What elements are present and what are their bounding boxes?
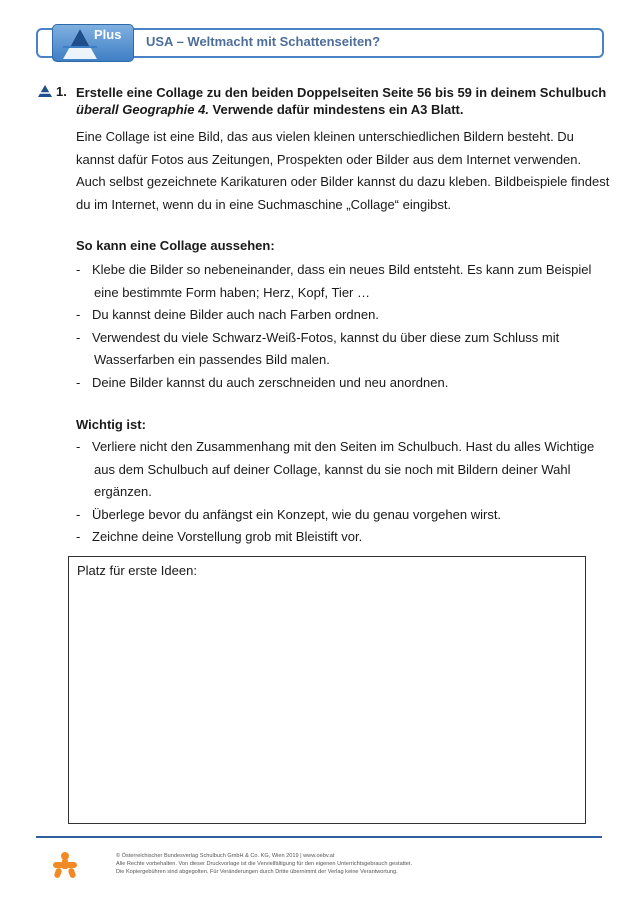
intro-paragraph [76, 126, 616, 216]
task-number: 1. [56, 84, 67, 99]
footer-line: Alle Rechte vorbehalten. Von dieser Druckvorlage ist die Vervielfältigung für den eigenen Unterrichtsgebrauch gestattet. [116, 861, 413, 867]
footer-line: © Österreichischer Bundesverlag Schulbuch GmbH & Co. KG, Wien 2019 | www.oebv.at [116, 853, 335, 859]
list-item-text: Klebe die Bilder so nebeneinander, dass ein neues Bild entsteht. Es kann zum Beispiel [92, 262, 592, 277]
list-item-text: aus dem Schulbuch auf deiner Collage, kannst du sie noch mit Bildern deiner Wahl [94, 461, 571, 477]
list-item: - Deine Bilder kannst du auch zerschneiden und neu anordnen. [76, 372, 616, 395]
task-instruction [76, 84, 616, 118]
list-item-text: Verwendest du viele Schwarz-Weiß-Fotos, kannst du über diese zum Schluss mit [92, 329, 560, 345]
plus-badge [52, 24, 134, 62]
intro-line: Eine Collage ist eine Bild, das aus vielen kleinen unterschiedlichen Bildern besteht. Du [76, 129, 574, 144]
list-item-text: Wasserfarben ein passendes Bild malen. [94, 352, 330, 367]
list-item-text: ergänzen. [94, 484, 152, 499]
important-list [76, 436, 616, 549]
book-title: überall Geographie 4. [76, 102, 209, 117]
footer-divider [36, 836, 602, 838]
intro-line: du im Internet, wenn du in eine Suchmaschine „Collage“ eingibst. [76, 196, 452, 212]
list-item: - Zeichne deine Vorstellung grob mit Bleistift vor. [76, 526, 616, 549]
list-item: - Verwendest du viele Schwarz-Weiß-Fotos, kannst du über diese zum Schluss mit Wasserfarben ein passendes Bild malen. [76, 327, 616, 372]
list-item-text: Deine Bilder kannst du auch zerschneiden und neu anordnen. [92, 374, 449, 390]
ideas-box-label: Platz für erste Ideen: [77, 563, 197, 578]
ideas-box[interactable] [68, 556, 586, 824]
intro-line: Auch selbst gezeichnete Karikaturen oder Bilder kannst du dazu kleben. Bildbeispiele findest [76, 174, 610, 189]
list-item-text: Zeichne deine Vorstellung grob mit Bleistift vor. [92, 529, 363, 544]
list-item-text: Du kannst deine Bilder auch nach Farben ordnen. [92, 307, 379, 322]
task-line-1: Erstelle eine Collage zu den beiden Doppelseiten Seite 56 bis 59 in deinem Schulbuch [76, 85, 607, 100]
list-item: - Verliere nicht den Zusammenhang mit den Seiten im Schulbuch. Hast du alles Wichtige aus dem Schulbuch auf deiner Collage, kannst du sie noch mit Bildern deiner Wahl ergänzen. [76, 436, 616, 504]
list-item: - Klebe die Bilder so nebeneinander, dass ein neues Bild entsteht. Es kann zum Beispiel eine bestimmte Form haben; Herz, Kopf, Tier … [76, 259, 616, 304]
list-item: - Überlege bevor du anfängst ein Konzept, wie du genau vorgehen wirst. [76, 504, 616, 527]
task-line-2-rest: Verwende dafür mindestens ein A3 Blatt. [208, 102, 464, 117]
intro-line: kannst dafür Fotos aus Zeitungen, Prospekten oder Bilder aus dem Internet verwenden. [76, 151, 582, 167]
section-heading-important: Wichtig ist: [76, 417, 146, 432]
collage-tips-list [76, 259, 616, 394]
oebv-logo-icon [52, 851, 78, 879]
task-line-2 [76, 101, 616, 118]
list-item-text: Verliere nicht den Zusammenhang mit den Seiten im Schulbuch. Hast du alles Wichtige [92, 439, 595, 454]
section-heading-collage: So kann eine Collage aussehen: [76, 238, 275, 253]
list-item-text: Überlege bevor du anfängst ein Konzept, wie du genau vorgehen wirst. [92, 506, 502, 522]
footer-line: Die Kopiergebühren sind abgegolten. Für Veränderungen durch Dritte übernimmt der Verlag keine Verantwortung. [116, 869, 398, 875]
footer-legal [116, 852, 412, 876]
level-pyramid-icon [38, 85, 52, 97]
plus-label: Plus [94, 27, 122, 42]
page-title: USA – Weltmacht mit Schattenseiten? [146, 34, 381, 49]
list-item-text: eine bestimmte Form haben; Herz, Kopf, Tier … [94, 284, 370, 300]
list-item: - Du kannst deine Bilder auch nach Farben ordnen. [76, 304, 616, 327]
